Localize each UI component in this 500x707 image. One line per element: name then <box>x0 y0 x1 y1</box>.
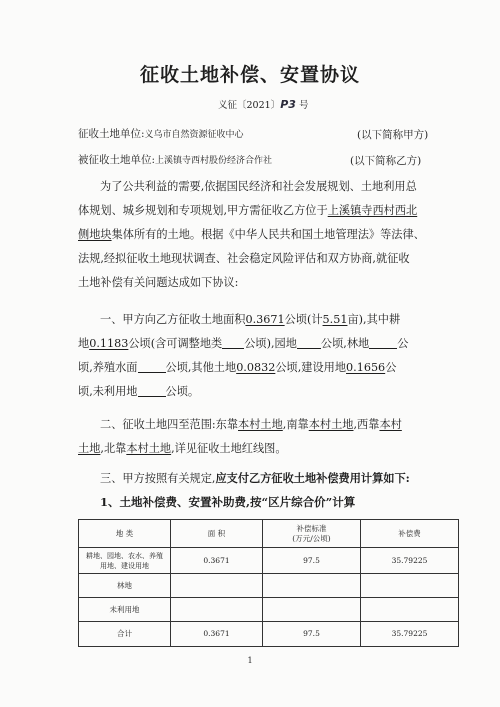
location-underlined-2: 侧地块 <box>78 228 112 241</box>
mu-value: 5.51 <box>322 313 348 326</box>
table-cell <box>361 574 459 598</box>
compensation-table <box>78 519 459 647</box>
clause-2-line-2: 土地,北靠本村土地,详见征收土地红线图。 <box>78 442 287 455</box>
table-cell <box>171 574 263 598</box>
party-b-name: 上溪镇寺西村股份经济合作社 <box>155 156 273 166</box>
north-boundary: 本村土地 <box>126 442 172 455</box>
blank-adjustable <box>222 337 244 349</box>
clause-3-line: 三、甲方按照有关规定,应支付乙方征收土地补偿费用计算如下: <box>100 471 410 485</box>
subsection-1-heading: 1、土地补偿费、安置补助费,按“区片综合价”计算 <box>100 495 356 509</box>
doc-no-suffix: 号 <box>298 100 309 111</box>
table-cell: 0.3671 <box>171 548 263 574</box>
intro-line-1: 为了公共利益的需要,依据国民经济和社会发展规划、土地利用总 <box>100 180 417 193</box>
table-cell: 35.79225 <box>361 622 459 647</box>
table-header-cell: 面 积 <box>171 520 263 548</box>
table-cell <box>171 598 263 622</box>
south-boundary: 本村土地 <box>308 418 354 431</box>
table-cell: 97.5 <box>263 548 361 574</box>
location-underlined-1: 上溪镇寺西村西北 <box>327 204 418 217</box>
east-boundary: 本村土地 <box>238 418 283 431</box>
document-number <box>218 97 308 111</box>
blank-unused <box>138 385 166 397</box>
clause-2 <box>78 413 438 461</box>
table-cell <box>263 598 361 622</box>
intro-line-2: 体规划、城乡规划和专项规划,甲方需征收乙方位于上溪镇寺西村西北 <box>78 204 418 217</box>
party-a-line <box>78 127 244 142</box>
intro-paragraph <box>78 175 438 295</box>
table-cell <box>263 574 361 598</box>
clause-1-line-2: 地0.1183公顷(含可调整地类 公顷),园地 公顷,林地 公 <box>78 337 409 350</box>
table-row <box>79 574 459 598</box>
clause-2-line-1: 二、征收土地四至范围:东靠本村土地,南靠本村土地,西靠本村 <box>100 418 402 431</box>
doc-no-handwritten: P3 <box>280 98 296 111</box>
page-number: 1 <box>247 656 253 665</box>
table-cell: 未利用地 <box>79 598 171 622</box>
west-boundary-2: 土地 <box>78 442 101 455</box>
intro-line-4: 法规,经拟征收土地现状调查、社会稳定风险评估和双方协商,就征收 <box>78 252 410 265</box>
table-header-row <box>79 520 459 548</box>
total-area-value: 0.3671 <box>245 313 285 326</box>
intro-line-5: 土地补偿有关问题达成如下协议: <box>78 276 239 289</box>
blank-aquaculture <box>138 361 166 373</box>
farmland-value: 0.1183 <box>89 337 129 350</box>
table-header-cell: 补偿标准 (万元/公顷) <box>263 520 361 548</box>
table-cell: 林地 <box>79 574 171 598</box>
party-a-abbr: (以下简称甲方) <box>357 129 429 141</box>
clause-3 <box>78 466 438 491</box>
table-cell: 合计 <box>79 622 171 647</box>
intro-line-3: 侧地块集体所有的土地。根据《中华人民共和国土地管理法》等法律、 <box>78 228 425 241</box>
clause-1-line-1: 一、甲方向乙方征收土地面积0.3671公顷(计5.51亩),其中耕 <box>100 313 401 326</box>
table-row <box>79 598 459 622</box>
other-land-value: 0.0832 <box>236 361 276 374</box>
party-a-label: 征收土地单位: <box>78 128 145 140</box>
blank-garden <box>297 337 321 349</box>
construction-land-value: 0.1656 <box>346 361 386 374</box>
blank-forest <box>369 337 397 349</box>
table-row <box>79 548 459 574</box>
table-cell: 耕地、园地、农水、养殖 用地、建设用地 <box>79 548 171 574</box>
document-title: 征收土地补偿、安置协议 <box>139 64 360 86</box>
party-a-name: 义乌市自然资源征收中心 <box>144 130 244 140</box>
table-header-cell: 补偿费 <box>361 520 459 548</box>
clause-1 <box>78 308 438 404</box>
table-cell: 97.5 <box>263 622 361 647</box>
table-cell: 0.3671 <box>171 622 263 647</box>
table-cell: 35.79225 <box>361 548 459 574</box>
table-cell <box>361 598 459 622</box>
clause-1-line-3: 顷,养殖水面 公顷,其他土地0.0832公顷,建设用地0.1656公 <box>78 361 397 374</box>
party-b-label: 被征收土地单位: <box>78 154 156 166</box>
table-total-row <box>79 622 459 647</box>
party-b-abbr: (以下简称乙方) <box>350 155 422 167</box>
clause-1-line-4: 顷,未利用地 公顷。 <box>78 385 200 398</box>
doc-no-prefix: 义征〔2021〕 <box>218 100 281 111</box>
party-b-line <box>78 153 272 168</box>
west-boundary-1: 本村 <box>379 418 402 431</box>
table-header-cell: 地 类 <box>79 520 171 548</box>
